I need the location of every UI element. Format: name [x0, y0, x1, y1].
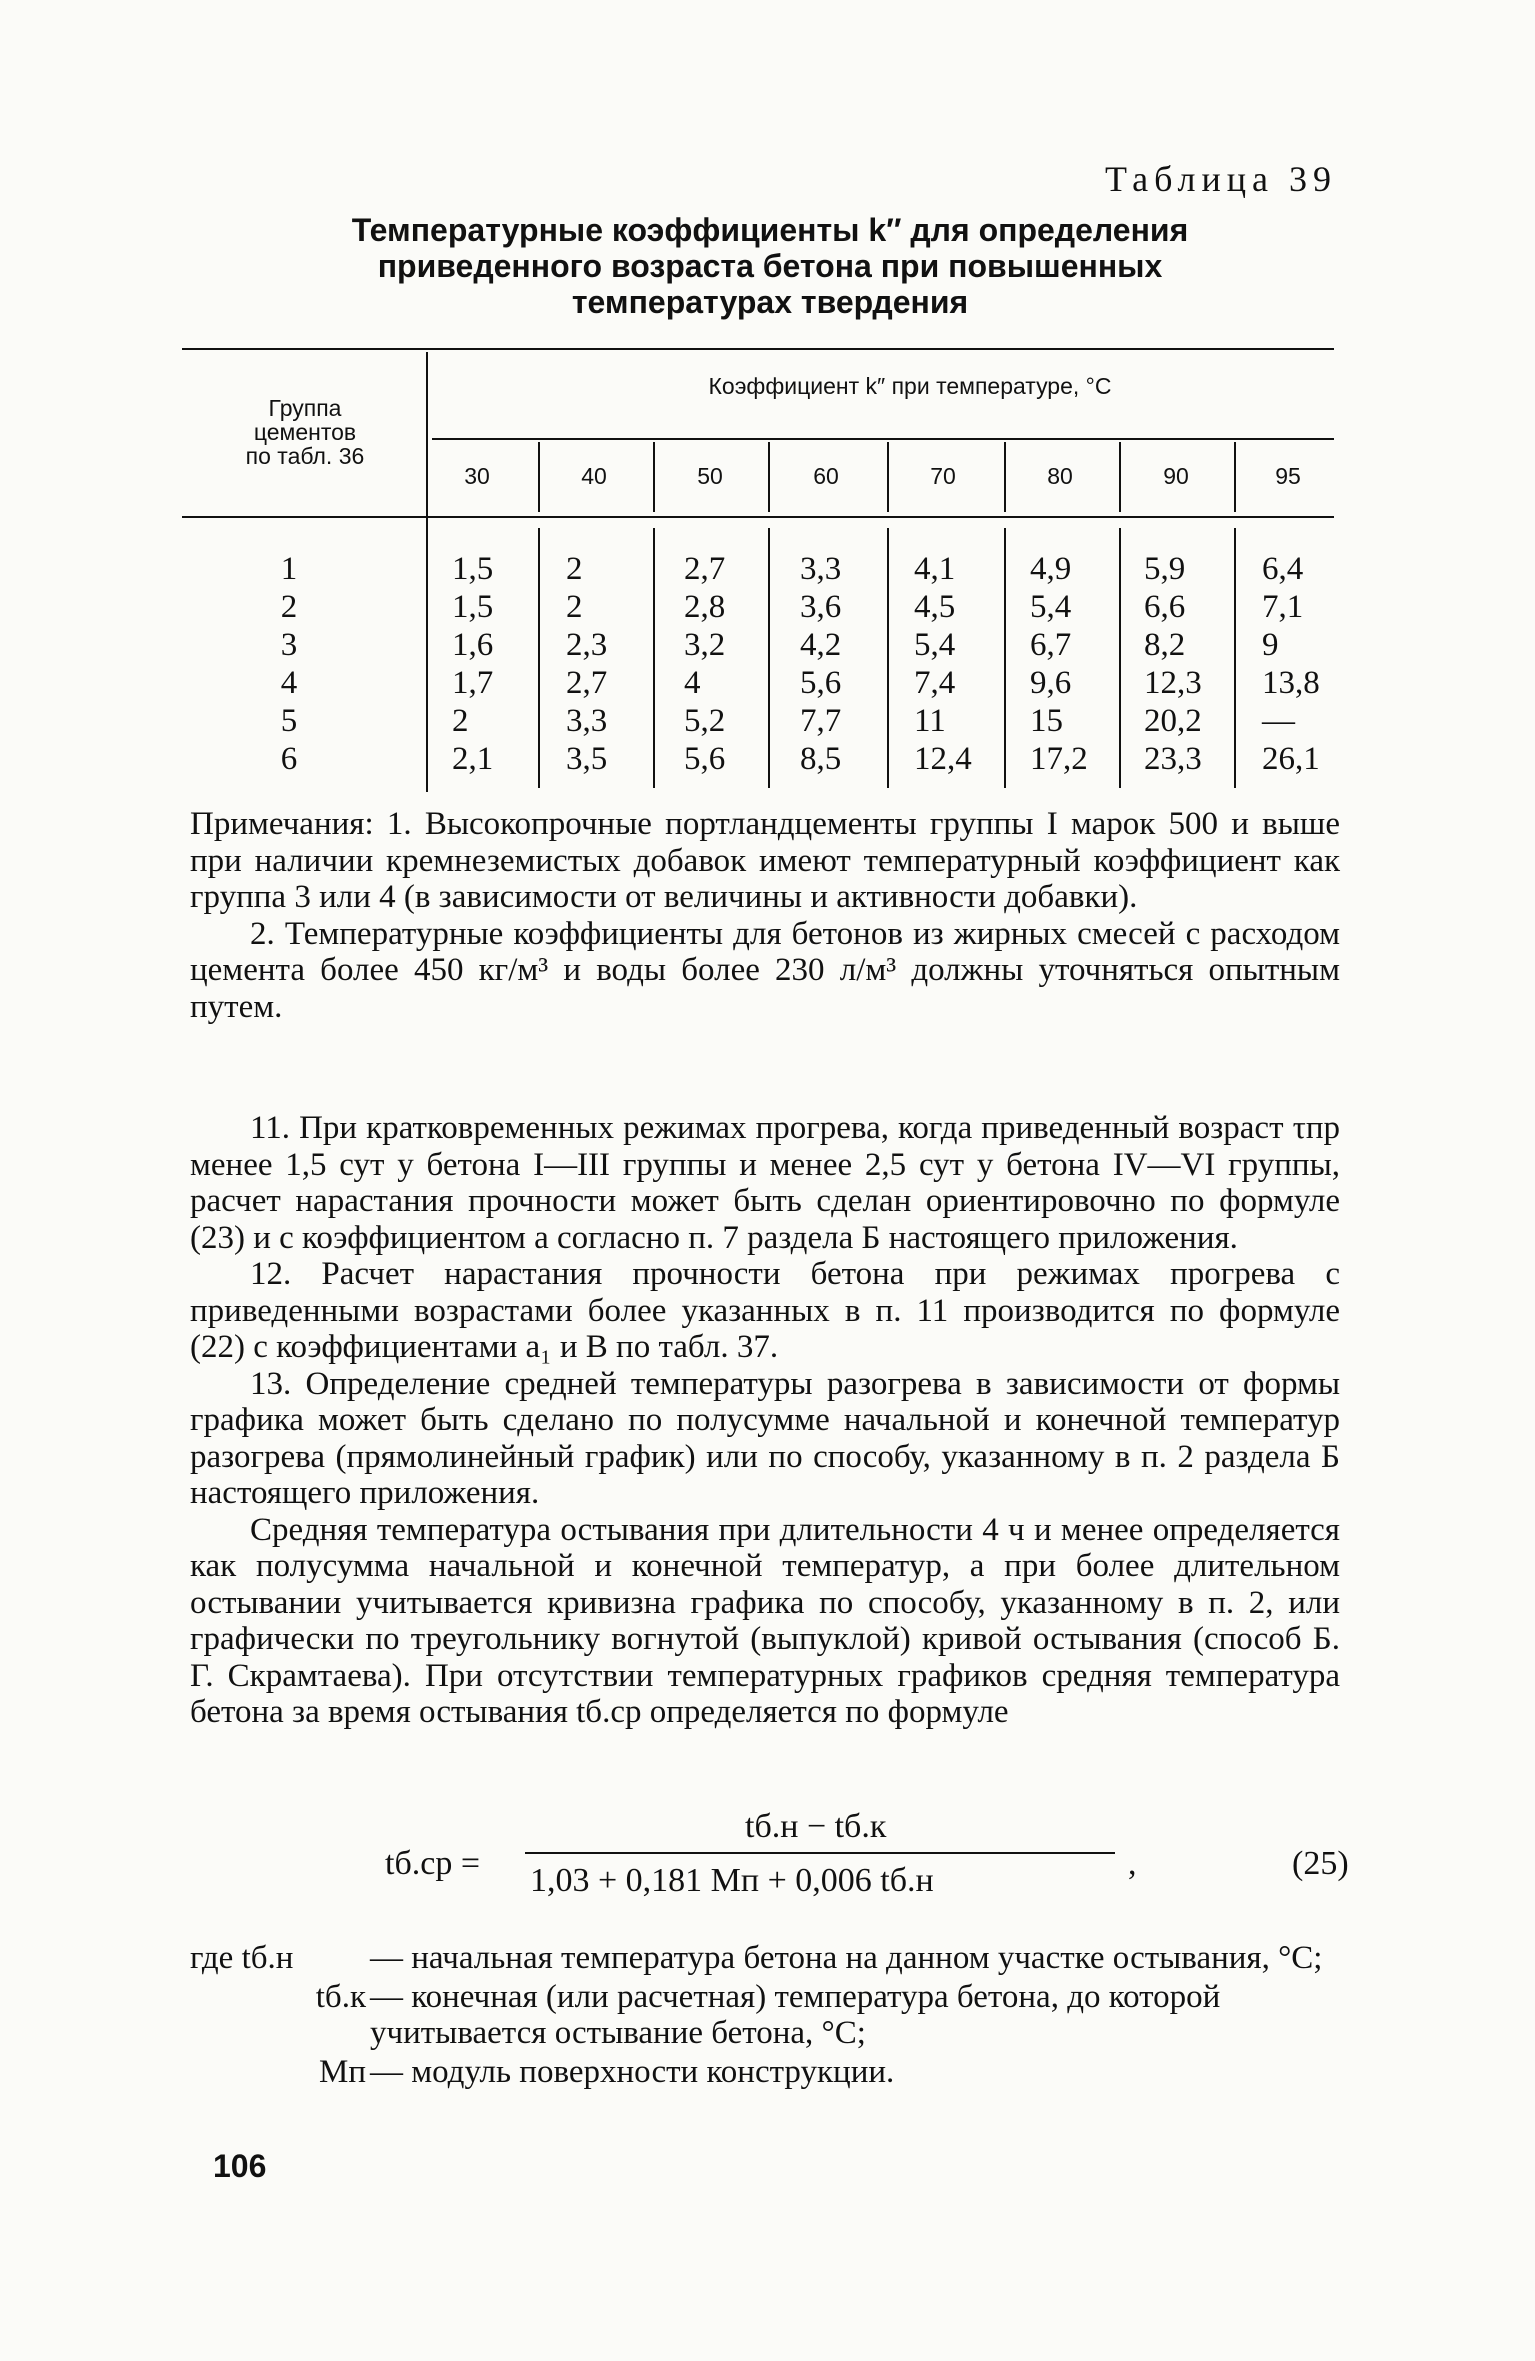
- column-divider: [653, 528, 655, 788]
- definition-list: [190, 1940, 1340, 2090]
- group-column: [264, 550, 314, 778]
- column-divider: [887, 528, 889, 788]
- column-divider: [1234, 442, 1236, 512]
- table-cell: 7,1: [1262, 589, 1304, 625]
- temp-header-40: 40: [581, 463, 607, 489]
- table-cell: 9: [1262, 627, 1279, 663]
- column-divider: [538, 442, 540, 512]
- column-50: [684, 550, 725, 778]
- group-cell: 1: [280, 551, 298, 587]
- table-cell: 6,6: [1144, 589, 1186, 625]
- table-cell: 2,1: [452, 741, 494, 777]
- group-header-line: цементов: [253, 419, 357, 445]
- definition-item: [190, 1979, 1340, 2052]
- table-cell: 13,8: [1262, 665, 1320, 701]
- definition-term: tб.к: [315, 1978, 366, 2015]
- table-cell: 17,2: [1030, 741, 1088, 777]
- table-cell: 3,6: [800, 589, 842, 625]
- fraction-bar: [525, 1852, 1115, 1854]
- temp-header-70: 70: [930, 463, 956, 489]
- caption-line-2: приведенного возраста бетона при повышенных: [377, 248, 1163, 284]
- table-cell: 11: [914, 703, 946, 739]
- table-cell: 26,1: [1262, 741, 1320, 777]
- column-divider: [538, 528, 540, 788]
- group-cell: 6: [280, 741, 298, 777]
- column-divider: [768, 528, 770, 788]
- table-cell: 4,5: [914, 589, 956, 625]
- column-80: [1030, 550, 1088, 778]
- formula-denominator: 1,03 + 0,181 Mп + 0,006 tб.н: [530, 1862, 934, 1899]
- table-cell: 4,1: [914, 551, 956, 587]
- definition-text: — модуль поверхности конструкции.: [370, 2053, 895, 2090]
- coefficient-header: Коэффициент k″ при температуре, °С: [708, 373, 1112, 399]
- temp-header-80: 80: [1047, 463, 1073, 489]
- formula-comma: ,: [1128, 1845, 1137, 1882]
- table-cell: 2,8: [684, 589, 726, 625]
- table-cell: 15: [1030, 703, 1063, 739]
- table-label: Таблица 39: [1105, 159, 1337, 199]
- column-30: [452, 550, 493, 778]
- table-cell: 2: [452, 703, 469, 739]
- table-cell: 2: [566, 551, 583, 587]
- paragraph-14: Средняя температура остывания при длительности 4 ч и менее определяется как полусумма начальной и конечной температур, а при более длительном остывании учитывается кривизна графика по способу, указанному в п. 2, или графически по треугольнику вогнутой (выпуклой) кривой остывания (способ Б. Г. Скрамтаева). При отсутствии температурных графиков средняя температура бетона за время остывания tб.ср определяется по формуле: [190, 1511, 1340, 1730]
- temp-header-90: 90: [1163, 463, 1189, 489]
- table-cell: 8,2: [1144, 627, 1186, 663]
- table-cell: 6,7: [1030, 627, 1072, 663]
- column-divider: [768, 442, 770, 512]
- table-cell: 23,3: [1144, 741, 1202, 777]
- formula-numerator: tб.н − tб.к: [745, 1808, 887, 1845]
- temp-header-50: 50: [697, 463, 723, 489]
- body-text: [190, 1110, 1340, 1731]
- table-cell: 12,4: [914, 741, 972, 777]
- table-divider: [426, 352, 428, 792]
- table-cell: 2,3: [566, 627, 608, 663]
- paragraph-13: 13. Определение средней температуры разогрева в зависимости от формы графика может быть сделано по полусумме начальной и конечной температур разогрева (прямолинейный график) или по способу, указанному в п. 2 раздела Б настоящего приложения.: [190, 1365, 1340, 1511]
- group-cell: 3: [280, 627, 298, 663]
- table-cell: 8,5: [800, 741, 842, 777]
- group-header-line: по табл. 36: [245, 443, 365, 469]
- table-cell: 3,2: [684, 627, 726, 663]
- table-cell: 2,7: [566, 665, 608, 701]
- column-90: [1144, 550, 1202, 778]
- column-40: [566, 550, 607, 778]
- group-column-header: [200, 396, 410, 468]
- table-cell: 4: [684, 665, 701, 701]
- group-header-line: Группа: [268, 395, 342, 421]
- table-cell: —: [1262, 703, 1295, 739]
- group-cell: 4: [280, 665, 298, 701]
- definition-item: [190, 2054, 1340, 2091]
- table-cell: 2: [566, 589, 583, 625]
- column-divider: [1119, 528, 1121, 788]
- caption-line-3: температурах твердения: [571, 284, 969, 320]
- paragraph-11: 11. При кратковременных режимах прогрева, когда приведенный возраст τпр менее 1,5 сут у бетона I—III группы и менее 2,5 сут у бетона IV—VI группы, расчет нарастания прочности может быть сделан ориентировочно по формуле (23) и с коэффициентом a согласно п. 7 раздела Б настоящего приложения.: [190, 1110, 1340, 1256]
- page-number: 106: [213, 2148, 267, 2184]
- definition-text: — начальная температура бетона на данном участке остывания, °С;: [370, 1940, 1323, 1976]
- definition-text: — конечная (или расчетная) температура бетона, до которой учитывается остывание бетона, °С;: [370, 1978, 1221, 2051]
- formula-lhs: tб.ср =: [385, 1845, 481, 1882]
- table-cell: 1,5: [452, 589, 494, 625]
- table-caption: [290, 212, 1250, 320]
- caption-line-1: Температурные коэффициенты k″ для определения: [351, 212, 1189, 248]
- table-cell: 20,2: [1144, 703, 1202, 739]
- note-2: 2. Температурные коэффициенты для бетонов из жирных смесей с расходом цемента более 450 кг/м³ и воды более 230 л/м³ должны уточняться опытным путем.: [190, 915, 1340, 1025]
- table-cell: 5,6: [800, 665, 842, 701]
- definition-item: [190, 1940, 1340, 1977]
- table-cell: 5,9: [1144, 551, 1186, 587]
- table-cell: 1,7: [452, 665, 494, 701]
- column-divider: [1234, 528, 1236, 788]
- note-1: Примечания: 1. Высокопрочные портландцементы группы I марок 500 и выше при наличии кремнеземистых добавок имеют температурный коэффициент как группа 3 или 4 (в зависимости от величины и активности добавки).: [190, 806, 1340, 915]
- table-cell: 1,5: [452, 551, 494, 587]
- group-cell: 5: [280, 703, 298, 739]
- table-cell: 3,3: [800, 551, 842, 587]
- table-cell: 4,2: [800, 627, 842, 663]
- notes-block: [190, 806, 1340, 1025]
- table-cell: 12,3: [1144, 665, 1202, 701]
- definition-term: где tб.н: [190, 1940, 294, 1976]
- table-cell: 3,3: [566, 703, 608, 739]
- formula-number: (25): [1292, 1845, 1349, 1882]
- table-cell: 5,4: [914, 627, 956, 663]
- temp-header-rule: [432, 438, 1334, 440]
- header-bottom-rule: [182, 516, 1334, 518]
- temp-header-30: 30: [464, 463, 490, 489]
- table-cell: 2,7: [684, 551, 726, 587]
- table-cell: 6,4: [1262, 551, 1304, 587]
- table-cell: 9,6: [1030, 665, 1072, 701]
- temp-header-95: 95: [1275, 463, 1301, 489]
- table-cell: 5,6: [684, 741, 726, 777]
- table-cell: 7,4: [914, 665, 956, 701]
- table-cell: 3,5: [566, 741, 608, 777]
- definition-term: Mп: [318, 2053, 366, 2090]
- column-divider: [1004, 442, 1006, 512]
- table-cell: 5,2: [684, 703, 726, 739]
- column-divider: [887, 442, 889, 512]
- column-70: [914, 550, 972, 778]
- table-cell: 7,7: [800, 703, 842, 739]
- temp-header-60: 60: [813, 463, 839, 489]
- column-divider: [1119, 442, 1121, 512]
- column-95: [1262, 550, 1320, 778]
- column-60: [800, 550, 841, 778]
- table-cell: 4,9: [1030, 551, 1072, 587]
- group-cell: 2: [280, 589, 298, 625]
- paragraph-12: 12. Расчет нарастания прочности бетона при режимах прогрева с приведенными возрастами более указанных в п. 11 производится по формуле (22) с коэффициентами a₁ и B по табл. 37.: [190, 1256, 1340, 1365]
- table-cell: 5,4: [1030, 589, 1072, 625]
- table-top-rule: [182, 348, 1334, 350]
- column-divider: [653, 442, 655, 512]
- column-divider: [1004, 528, 1006, 788]
- table-cell: 1,6: [452, 627, 494, 663]
